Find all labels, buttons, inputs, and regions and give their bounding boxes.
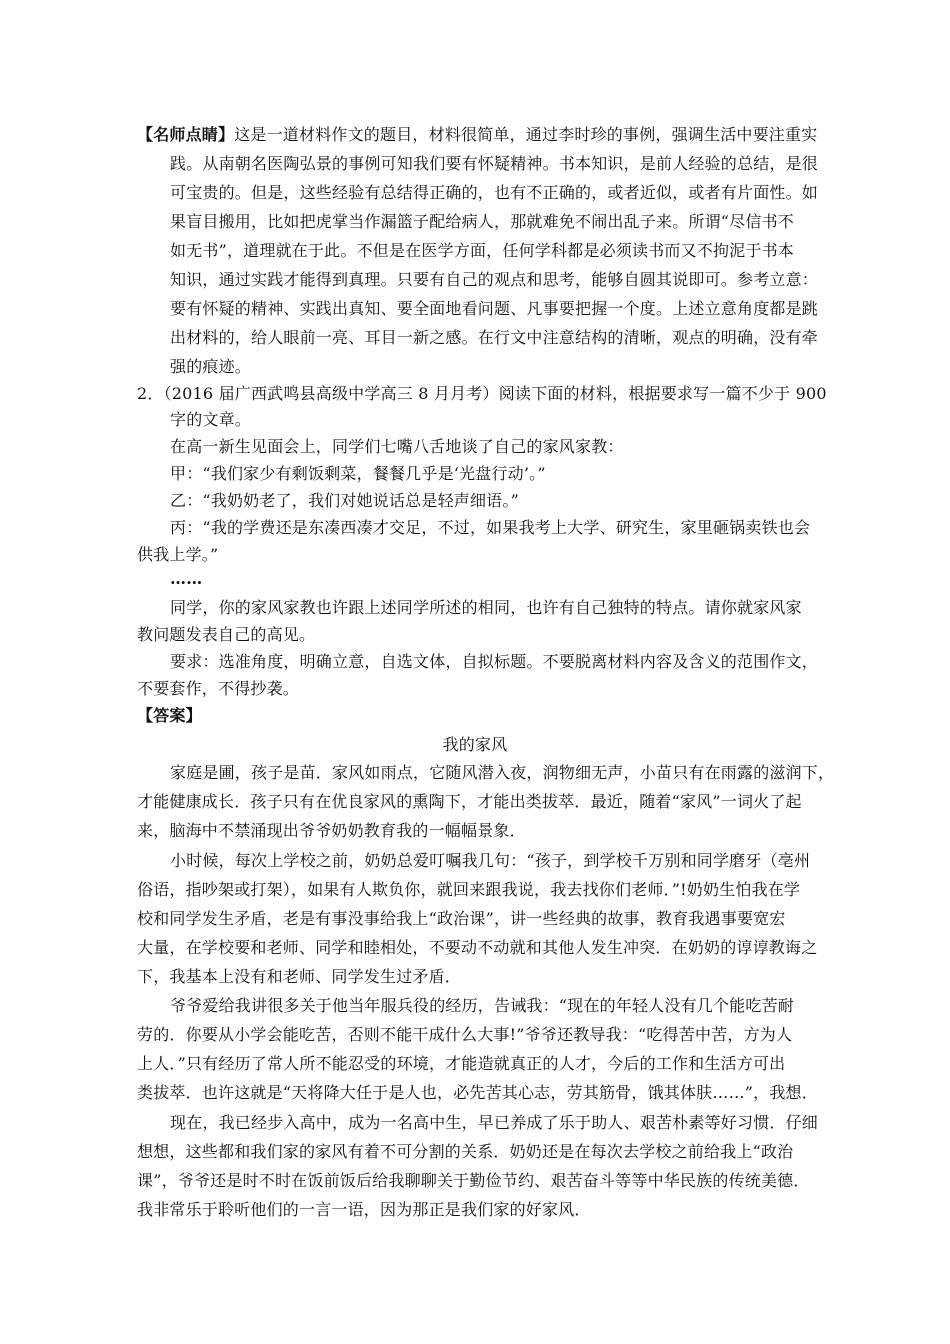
teacher-comment-line-7: 要有怀疑的精神、实践出真知、要全面地看问题、凡事要把握一个度。上述立意角度都是跳 bbox=[170, 299, 819, 318]
teacher-comment-line-3: 可宝贵的。但是，这些经验有总结得正确的，也有不正确的，或者近似，或者有片面性。如 bbox=[170, 183, 819, 202]
prompt-line-2: 教问题发表自己的高见。 bbox=[137, 625, 316, 644]
prompt-line-1: 同学，你的家风家教也许跟上述同学所述的相同，也许有自己独特的特点。请你就家风家 bbox=[170, 598, 802, 617]
material-intro-line: 在高一新生见面会上，同学们七嘴八舌地谈了自己的家风家教： bbox=[170, 437, 624, 456]
teacher-comment-line-2: 践。从南朝名医陶弘景的事例可知我们要有怀疑精神。书本知识，是前人经验的总结，是很 bbox=[170, 154, 819, 173]
teacher-comment-line-5: 如无书”，道理就在于此。不但是在医学方面，任何学科都是必须读书而又不拘泥于书本 bbox=[170, 241, 794, 260]
essay-p3-line-2: 劳的．你要从小学会能吃苦，否则不能干成什么大事!”爷爷还教导我：“吃得苦中苦，方为人 bbox=[137, 1025, 793, 1044]
essay-p2-line-3: 校和同学发生矛盾，老是有事没事给我上“政治课”，讲一些经典的故事，教育我遇事要宽宏 bbox=[137, 909, 786, 928]
essay-p3-line-4: 类拔萃．也许这就是“天将降大任于是人也，必先苦其心志，劳其筋骨，饿其体肤……”，我想． bbox=[137, 1083, 818, 1102]
essay-title: 我的家风 bbox=[442, 735, 508, 754]
essay-p2-line-2: 俗语，指吵架或打架），如果有人欺负你，就回来跟我说，我去找你们老师．”!奶奶生怕我在学 bbox=[137, 880, 801, 899]
teacher-comment-line-6: 知识，通过实践才能得到真理。只要有自己的观点和思考，能够自圆其说即可。参考立意： bbox=[170, 270, 819, 289]
material-bing-line-1: 丙：“我的学费还是东凑西凑才交足，不过，如果我考上大学、研究生，家里砸锅卖铁也会 bbox=[170, 518, 811, 537]
question-2-line-1: 2．（2016 届广西武鸣县高级中学高三 8 月月考）阅读下面的材料，根据要求写一篇不少于 900 bbox=[137, 384, 827, 403]
essay-p2-line-4: 大量，在学校要和老师、同学和睦相处，不要动不动就和其他人发生冲突．在奶奶的谆谆教诲之 bbox=[137, 938, 818, 957]
material-yi-line: 乙：“我奶奶老了，我们对她说话总是轻声细语。” bbox=[170, 491, 519, 510]
teacher-comment-line-8: 出材料的，给人眼前一亮、耳目一新之感。在行文中注意结构的清晰，观点的明确，没有牵 bbox=[170, 328, 819, 347]
material-bing-line-2: 供我上学。” bbox=[137, 545, 219, 564]
requirements-line-2: 不要套作，不得抄袭。 bbox=[137, 679, 300, 698]
question-2-line-2: 字的文章。 bbox=[170, 410, 252, 429]
essay-p4-line-2: 想想，这些都和我们家的家风有着不可分割的关系．奶奶还是在每次去学校之前给我上“政治 bbox=[137, 1142, 794, 1161]
essay-p1-line-2: 才能健康成长．孩子只有在优良家风的熏陶下，才能出类拔萃．最近，随着“家风”一词火了起 bbox=[137, 792, 802, 811]
essay-p1-line-3: 来，脑海中不禁涌现出爷爷奶奶教育我的一幅幅景象． bbox=[137, 821, 526, 840]
essay-p2-line-1: 小时候，每次上学校之前，奶奶总爱叮嘱我几句：“孩子，到学校千万别和同学磨牙（亳州 bbox=[170, 851, 811, 870]
essay-p4-line-4: 我非常乐于聆听他们的一言一语，因为那正是我们家的好家风． bbox=[137, 1200, 591, 1219]
material-jia-line: 甲：“我们家少有剩饭剩菜，餐餐几乎是‘光盘行动’。” bbox=[170, 464, 546, 483]
material-ellipsis: …… bbox=[170, 569, 203, 588]
teacher-comment-heading: 【名师点睛】 bbox=[137, 125, 235, 144]
essay-p4-line-3: 课”，爷爷还是时不时在饭前饭后给我聊聊关于勤俭节约、艰苦奋斗等等中华民族的传统美德． bbox=[137, 1171, 810, 1190]
essay-p3-line-1: 爷爷爱给我讲很多关于他当年服兵役的经历，告诫我：“现在的年轻人没有几个能吃苦耐 bbox=[170, 996, 794, 1015]
teacher-comment-line-1-text: 这是一道材料作文的题目，材料很简单，通过李时珍的事例，强调生活中要注重实 bbox=[234, 125, 818, 144]
teacher-comment-line-9: 强的痕迹。 bbox=[170, 357, 252, 376]
answer-heading: 【答案】 bbox=[137, 706, 202, 725]
teacher-comment-line-1 bbox=[137, 125, 817, 145]
essay-p4-line-1: 现在，我已经步入高中，成为一名高中生，早已养成了乐于助人、艰苦朴素等好习惯．仔细 bbox=[170, 1113, 819, 1132]
essay-p1-line-1: 家庭是圃，孩子是苗．家风如雨点，它随风潜入夜，润物细无声，小苗只有在雨露的滋润下， bbox=[170, 763, 835, 782]
essay-p2-line-5: 下，我基本上没有和老师、同学发生过矛盾． bbox=[137, 967, 462, 986]
essay-p3-line-3: 上人．”只有经历了常人所不能忍受的环境，才能造就真正的人才，今后的工作和生活方可出 bbox=[137, 1054, 786, 1073]
requirements-line-1: 要求：选准角度，明确立意，自选文体，自拟标题。不要脱离材料内容及含义的范围作文， bbox=[170, 652, 819, 671]
teacher-comment-line-4: 果盲目搬用，比如把虎掌当作漏篮子配给病人，那就难免不闹出乱子来。所谓“尽信书不 bbox=[170, 212, 794, 231]
